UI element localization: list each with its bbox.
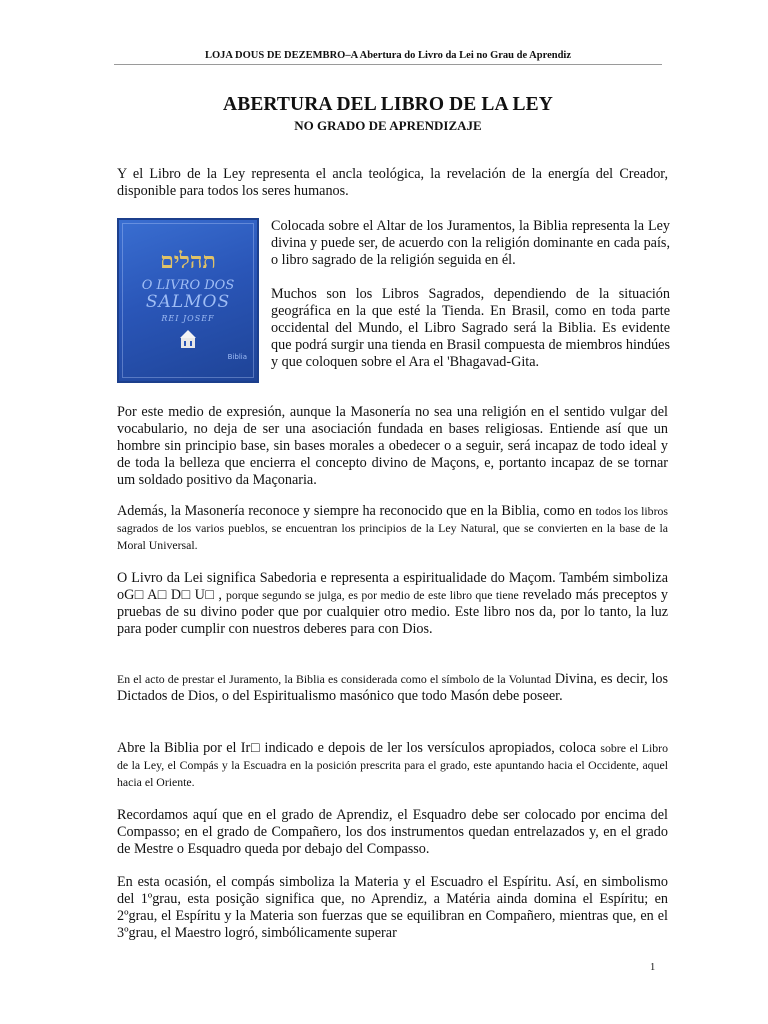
paragraph-4 [117, 503, 668, 554]
paragraph-6 [117, 671, 668, 705]
paragraph-4-line-1: Además, la Masonería reconoce y siempre ha reconocido que en la Biblia, como en [117, 503, 592, 519]
paragraph-6-line-1: En el acto de prestar el Juramento, la Biblia es considerada como el símbolo de la Voluntad [117, 672, 552, 686]
paragraph-8: Recordamos aquí que en el grado de Aprendiz, el Esquadro debe ser colocado por encima del Compasso; en el grado de Compañero, los dos instrumentos quedan entrelazados y, en el grado de Mestre o Esquadro queda por debajo del Compasso. [117, 807, 668, 857]
book-cover-tag: Biblia [227, 353, 247, 361]
intro-paragraph: Y el Libro de la Ley representa el ancla teológica, la revelación de la energía del Creador, disponible para todos los seres humanos. [117, 166, 668, 199]
side-paragraph-2: Muchos son los Libros Sagrados, dependiendo de la situación geográfica en la que esté la Tienda. En Brasil, como en toda parte occidental del Mundo, el Libro Sagrado será la Biblia. Es evidente que podrá surgir una tienda en Brasil compuesta de miembros hindúes y que coloquen sobre el Ara el 'Bhagavad-Gita. [271, 286, 670, 370]
paragraph-5-end: revelado más preceptos y pruebas de su divino poder que por cualquier otro medio. Este libro nos da, por lo tanto, la luz para poder cumplir con nuestros deberes para con Dios. [117, 587, 669, 637]
paragraph-6-rest: Divina, es decir, los Dictados de Dios, o del Espiritualismo masónico que todo Masón debe poseer. [117, 671, 669, 704]
paragraph-7 [117, 740, 668, 791]
paragraph-7-line-1: Abre la Biblia por el Ir□ indicado e depois de ler los versículos apropiados, coloca [117, 740, 597, 756]
book-cover-hebrew-title: תהלים [160, 248, 216, 274]
document-subtitle: NO GRADO DE APRENDIZAJE [294, 118, 482, 133]
side-paragraph-1: Colocada sobre el Altar de los Juramentos, la Biblia representa la Ley divina y puede ser, de acuerdo con la religión dominante en cada país, o libro sagrado de la religión seguida en él. [271, 218, 670, 268]
book-cover-image [117, 218, 259, 383]
paragraph-9: En esta ocasión, el compás simboliza la Materia y el Escuadro el Espíritu. Así, en simbolismo del 1ºgrau, esta posição significa que, no Aprendiz, a Matéria ainda domina el Espíritu; en 2ºgrau, el Espíritu y la Materia son fuerzas que se equilibran en Compañero, mientras que, en el 3ºgrau, el Maestro logró, simbólicamente superar [117, 874, 668, 941]
book-cover-line-3: REI JOSEF [161, 314, 215, 323]
paragraph-5-middle: porque segundo se julga, es por medio de este libro que tiene [225, 588, 519, 602]
header-rule [114, 64, 662, 65]
paragraph-5-start: O Livro da Lei significa Sabedoria e representa a espiritualidade do Maçom. Também simboliza oG□ A□ D□ U□ , [117, 570, 668, 603]
book-cover-line-2: SALMOS [145, 292, 231, 312]
running-header: LOJA DOUS DE DEZEMBRO–A Abertura do Livro da Lei no Grau de Aprendiz [205, 50, 571, 61]
paragraph-4-rest: todos los libros sagrados de los varios pueblos, se encuentran los principios de la Ley Natural, que se convierten en la base de la Moral Universal. [117, 504, 669, 552]
book-cover-emblem-icon [179, 328, 197, 350]
page-number: 1 [650, 962, 656, 973]
book-cover-line-1: O LIVRO DOS [141, 278, 235, 293]
paragraph-5 [117, 570, 668, 638]
paragraph-7-rest: sobre el Libro de la Ley, el Compás y la Escuadra en la posición prescrita para el grado, este apuntando hacia el Occidente, aquel hacia el Oriente. [117, 741, 668, 789]
document-title: ABERTURA DEL LIBRO DE LA LEY [223, 94, 553, 115]
paragraph-3: Por este medio de expresión, aunque la Masonería no sea una religión en el sentido vulgar del vocabulario, no deja de ser una asociación fundada en bases religiosas. Entiende así que un hombre sin principio base, sin bases morales a obedecer o a seguir, será incapaz de todo ideal y de toda la belleza que encierra el concepto divino de Maçons, e, portanto incapaz de se tornar um soldado positivo da Maçonaria. [117, 404, 668, 488]
